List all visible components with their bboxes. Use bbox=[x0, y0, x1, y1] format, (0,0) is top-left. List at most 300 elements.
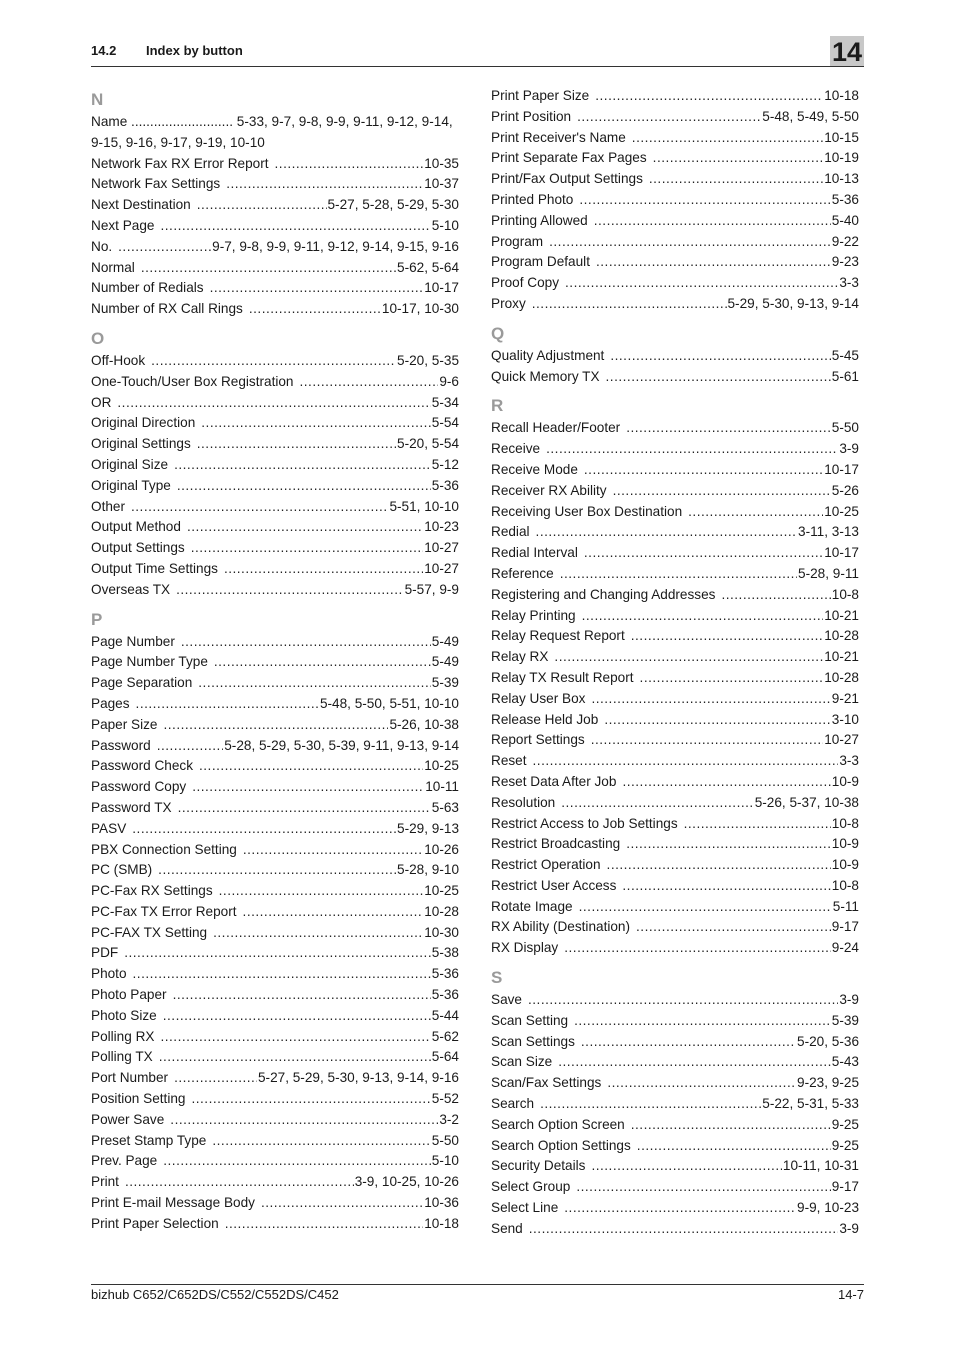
index-page-refs: 5-38 bbox=[431, 945, 459, 961]
index-page-refs: 10-8 bbox=[831, 586, 859, 602]
index-entry bbox=[91, 237, 459, 258]
index-entry bbox=[491, 834, 859, 855]
index-page-refs: 5-28, 9-11 bbox=[798, 565, 859, 581]
index-entry bbox=[491, 647, 859, 668]
leader-dots bbox=[201, 413, 431, 434]
index-page-refs: 10-28 bbox=[824, 669, 859, 685]
index-entry bbox=[491, 148, 859, 169]
index-entry bbox=[491, 1052, 859, 1073]
index-entry bbox=[491, 273, 859, 294]
index-term: Search Option Settings bbox=[491, 1137, 631, 1153]
leader-dots bbox=[540, 1094, 761, 1115]
leader-dots bbox=[626, 834, 831, 855]
index-entry bbox=[91, 943, 459, 964]
index-page-refs: 3-9 bbox=[839, 992, 859, 1008]
index-term: Security Details bbox=[491, 1158, 586, 1174]
index-entry bbox=[91, 278, 459, 299]
leader-dots bbox=[132, 819, 396, 840]
index-entry bbox=[491, 211, 859, 232]
index-page-refs: 10-28 bbox=[424, 903, 459, 919]
leader-dots bbox=[549, 232, 831, 253]
leader-dots bbox=[536, 522, 797, 543]
leader-dots bbox=[594, 211, 831, 232]
index-page-refs: 5-20, 5-36 bbox=[797, 1033, 859, 1049]
leader-dots bbox=[582, 606, 824, 627]
index-term: Print Separate Fax Pages bbox=[491, 150, 647, 166]
leader-dots bbox=[117, 393, 430, 414]
leader-dots bbox=[187, 517, 423, 538]
leader-dots bbox=[174, 1068, 257, 1089]
leader-dots bbox=[653, 148, 824, 169]
index-entry bbox=[91, 923, 459, 944]
leader-dots bbox=[613, 481, 831, 502]
leader-dots bbox=[684, 814, 831, 835]
leader-dots bbox=[178, 798, 431, 819]
index-term: Quick Memory TX bbox=[491, 368, 600, 384]
index-page-refs: 9-17 bbox=[831, 919, 859, 935]
index-entry bbox=[91, 736, 459, 757]
footer-model: bizhub C652/C652DS/C552/C552DS/C452 bbox=[91, 1287, 339, 1302]
leader-dots bbox=[581, 1032, 796, 1053]
index-page-refs: 10-18 bbox=[824, 88, 859, 103]
leader-dots bbox=[577, 107, 761, 128]
index-entry bbox=[491, 1094, 859, 1115]
index-letter-heading: P bbox=[91, 609, 103, 629]
index-entry bbox=[491, 522, 859, 543]
index-entry bbox=[491, 855, 859, 876]
index-term: Relay RX bbox=[491, 649, 549, 665]
index-term: Original Settings bbox=[91, 436, 191, 452]
index-term: Relay TX Result Report bbox=[491, 669, 634, 685]
leader-dots bbox=[532, 294, 727, 315]
index-term: No. bbox=[91, 238, 113, 254]
index-entry bbox=[91, 1172, 459, 1193]
index-term: Scan Settings bbox=[491, 1033, 575, 1049]
index-page-refs: 10-9 bbox=[831, 857, 859, 873]
index-term: Recall Header/Footer bbox=[491, 420, 621, 436]
index-letter-heading: Q bbox=[491, 323, 505, 343]
index-page-refs: 9-22 bbox=[831, 233, 859, 249]
leader-dots bbox=[213, 923, 423, 944]
leader-dots bbox=[529, 1219, 839, 1240]
index-entry bbox=[91, 112, 459, 154]
index-term: Printed Photo bbox=[491, 191, 574, 207]
index-page-refs: 10-30 bbox=[424, 924, 459, 940]
index-page-refs: 10-25 bbox=[424, 758, 459, 774]
leader-dots bbox=[219, 881, 424, 902]
leader-dots bbox=[604, 710, 830, 731]
index-entry bbox=[91, 964, 459, 985]
leader-dots bbox=[640, 668, 824, 689]
leader-dots bbox=[173, 985, 431, 1006]
index-page-refs: 10-18 bbox=[424, 1215, 459, 1231]
index-page-refs: 10-17 bbox=[824, 461, 859, 477]
index-page-refs: 5-62, 5-64 bbox=[397, 259, 459, 275]
index-page-refs: 10-17 bbox=[824, 545, 859, 561]
index-page-refs: 10-15 bbox=[824, 129, 859, 145]
leader-dots bbox=[631, 626, 823, 647]
index-entry bbox=[91, 154, 459, 175]
index-page-refs: 9-17 bbox=[831, 1179, 859, 1195]
index-page-refs: 10-11 bbox=[425, 779, 459, 795]
index-page-refs: 5-52 bbox=[431, 1091, 459, 1107]
index-entry bbox=[91, 258, 459, 279]
index-term: PC-Fax TX Error Report bbox=[91, 903, 237, 919]
index-page-refs: 5-48, 5-49, 5-50 bbox=[762, 108, 859, 124]
index-page-refs: 5-10 bbox=[431, 217, 459, 233]
leader-dots bbox=[118, 237, 211, 258]
index-term: Redial Interval bbox=[491, 545, 578, 561]
index-page-refs: 5-10 bbox=[431, 1153, 459, 1169]
index-term: Registering and Changing Addresses bbox=[491, 586, 716, 602]
index-term: Receive Mode bbox=[491, 461, 578, 477]
index-entry bbox=[491, 585, 859, 606]
leader-dots bbox=[163, 1006, 431, 1027]
index-entry bbox=[491, 710, 859, 731]
index-term: Print bbox=[91, 1174, 119, 1190]
index-entry bbox=[91, 372, 459, 393]
index-entry bbox=[91, 1193, 459, 1214]
index-page-refs: 5-11 bbox=[832, 898, 859, 914]
leader-dots bbox=[124, 943, 431, 964]
index-entry bbox=[91, 195, 459, 216]
index-term: OR bbox=[91, 394, 112, 410]
index-letter-heading: S bbox=[491, 968, 503, 988]
index-term: Program Default bbox=[491, 254, 590, 270]
index-term: Polling TX bbox=[91, 1049, 153, 1065]
index-entry bbox=[91, 538, 459, 559]
index-entry bbox=[91, 434, 459, 455]
leader-dots bbox=[591, 730, 824, 751]
leader-dots bbox=[197, 195, 327, 216]
index-entry bbox=[491, 1073, 859, 1094]
index-entry bbox=[491, 169, 859, 190]
index-entry bbox=[91, 299, 459, 320]
chapter-badge: 14 bbox=[831, 37, 863, 67]
index-entry bbox=[91, 819, 459, 840]
leader-dots bbox=[591, 1156, 781, 1177]
leader-dots bbox=[596, 252, 831, 273]
index-entry bbox=[491, 502, 859, 523]
index-entry bbox=[91, 777, 459, 798]
leader-dots bbox=[558, 1052, 831, 1073]
index-term: Password bbox=[91, 737, 151, 753]
index-term: Page Number Type bbox=[91, 654, 208, 670]
index-page-refs: 5-50 bbox=[831, 420, 859, 436]
index-entry bbox=[491, 1177, 859, 1198]
index-term: PC-Fax RX Settings bbox=[91, 883, 213, 899]
index-page-refs: 10-9 bbox=[831, 773, 859, 789]
leader-dots bbox=[226, 174, 423, 195]
leader-dots bbox=[607, 1073, 796, 1094]
index-page-refs: 3-9 bbox=[839, 441, 859, 457]
index-term: Reference bbox=[491, 565, 554, 581]
index-entry bbox=[491, 232, 859, 253]
index-term: Reset Data After Job bbox=[491, 773, 617, 789]
index-term: Overseas TX bbox=[91, 581, 171, 597]
index-entry bbox=[491, 460, 859, 481]
index-page-refs: 5-43 bbox=[831, 1054, 859, 1070]
index-term: Proof Copy bbox=[491, 275, 560, 291]
leader-dots bbox=[210, 278, 424, 299]
index-page-refs: 5-26, 5-37, 10-38 bbox=[754, 794, 859, 810]
index-entry bbox=[491, 793, 859, 814]
leader-dots bbox=[576, 1177, 830, 1198]
leader-dots bbox=[191, 1089, 430, 1110]
index-page-refs: 10-17 bbox=[424, 280, 459, 296]
index-page-refs: 9-24 bbox=[831, 940, 859, 956]
index-entry bbox=[91, 216, 459, 237]
index-term: RX Ability (Destination) bbox=[491, 919, 631, 935]
index-entry bbox=[91, 632, 459, 653]
index-entry bbox=[91, 174, 459, 195]
index-entry bbox=[491, 751, 859, 772]
index-entry bbox=[91, 1089, 459, 1110]
index-entry bbox=[91, 1006, 459, 1027]
index-entry bbox=[491, 564, 859, 585]
index-entry bbox=[491, 606, 859, 627]
index-entry bbox=[491, 1219, 859, 1240]
index-entry bbox=[491, 938, 859, 959]
index-term: Password Copy bbox=[91, 779, 187, 795]
index-entry bbox=[91, 715, 459, 736]
leader-dots bbox=[174, 455, 431, 476]
leader-dots bbox=[565, 273, 838, 294]
index-term: Photo Paper bbox=[91, 987, 167, 1003]
leader-dots bbox=[198, 673, 431, 694]
index-page-refs: 5-62 bbox=[431, 1028, 459, 1044]
index-page-refs: 5-54 bbox=[431, 415, 459, 431]
index-page-refs: 5-22, 5-31, 5-33 bbox=[762, 1096, 859, 1112]
leader-dots bbox=[181, 632, 431, 653]
leader-dots bbox=[151, 351, 396, 372]
index-term: Polling RX bbox=[91, 1028, 155, 1044]
index-entry bbox=[491, 917, 859, 938]
index-term: Send bbox=[491, 1220, 523, 1236]
index-term: Proxy bbox=[491, 295, 526, 311]
index-entry bbox=[491, 252, 859, 273]
index-term: Number of Redials bbox=[91, 280, 204, 296]
leader-dots bbox=[136, 694, 319, 715]
index-page-refs: 5-40 bbox=[831, 212, 859, 228]
index-entry bbox=[491, 1136, 859, 1157]
leader-dots bbox=[133, 964, 431, 985]
index-page-refs: 10-37 bbox=[424, 176, 459, 192]
index-term: Number of RX Call Rings bbox=[91, 301, 243, 317]
index-entry bbox=[491, 346, 859, 367]
index-term: Output Method bbox=[91, 519, 181, 535]
index-page-refs: 9-21 bbox=[831, 690, 859, 706]
index-entry bbox=[91, 497, 459, 518]
leader-dots bbox=[224, 559, 423, 580]
index-entry bbox=[91, 1131, 459, 1152]
index-page-refs: 9-9, 10-23 bbox=[797, 1200, 859, 1216]
index-term: Search bbox=[491, 1096, 535, 1112]
leader-dots bbox=[626, 418, 831, 439]
index-term: Other bbox=[91, 498, 125, 514]
index-term: Relay Request Report bbox=[491, 628, 625, 644]
index-page-refs: 10-35 bbox=[424, 155, 459, 171]
index-page-refs: 5-50 bbox=[431, 1132, 459, 1148]
index-page-refs: 5-63 bbox=[431, 799, 459, 815]
index-term: Print/Fax Output Settings bbox=[491, 171, 643, 187]
index-term: Output Time Settings bbox=[91, 560, 218, 576]
leader-dots bbox=[159, 1047, 431, 1068]
leader-dots bbox=[199, 756, 423, 777]
index-page-refs: 5-48, 5-50, 5-51, 10-10 bbox=[319, 695, 459, 711]
index-term: Password Check bbox=[91, 758, 193, 774]
leader-dots bbox=[574, 1011, 831, 1032]
index-term: PC-FAX TX Setting bbox=[91, 924, 208, 940]
index-term: Scan Setting bbox=[491, 1012, 569, 1028]
index-term: Photo bbox=[91, 966, 127, 982]
index-page-refs: 10-27 bbox=[424, 560, 459, 576]
index-page-refs: 10-25 bbox=[824, 503, 859, 519]
index-page-refs: 5-26 bbox=[831, 482, 859, 498]
index-term: Resolution bbox=[491, 794, 556, 810]
leader-dots bbox=[631, 1115, 831, 1136]
index-entry bbox=[91, 756, 459, 777]
leader-dots bbox=[261, 1193, 423, 1214]
leader-dots bbox=[243, 840, 423, 861]
leader-dots bbox=[591, 689, 830, 710]
index-column-right bbox=[491, 86, 859, 1240]
index-term: Restrict Broadcasting bbox=[491, 836, 621, 852]
index-entry bbox=[491, 772, 859, 793]
index-letter-heading: N bbox=[91, 90, 104, 109]
index-entry bbox=[91, 652, 459, 673]
index-page-refs: 5-26, 10-38 bbox=[389, 716, 459, 732]
leader-dots bbox=[163, 1151, 431, 1172]
index-term: Receive bbox=[491, 441, 541, 457]
leader-dots bbox=[554, 647, 823, 668]
index-term: Original Direction bbox=[91, 415, 196, 431]
index-entry bbox=[491, 814, 859, 835]
leader-dots bbox=[584, 543, 823, 564]
index-entry bbox=[491, 107, 859, 128]
index-entry bbox=[491, 897, 859, 918]
index-entry bbox=[91, 1110, 459, 1131]
index-term: Preset Stamp Type bbox=[91, 1132, 207, 1148]
index-entry bbox=[491, 689, 859, 710]
leader-dots bbox=[579, 190, 830, 211]
index-term: Next Page bbox=[91, 217, 155, 233]
index-entry bbox=[91, 860, 459, 881]
leader-dots bbox=[528, 990, 838, 1011]
leader-dots bbox=[160, 1027, 430, 1048]
leader-dots bbox=[243, 902, 424, 923]
leader-dots bbox=[158, 860, 396, 881]
index-page-refs: 10-21 bbox=[824, 607, 859, 623]
index-entry bbox=[91, 985, 459, 1006]
leader-dots bbox=[546, 439, 838, 460]
index-page-refs: 10-8 bbox=[831, 815, 859, 831]
leader-dots bbox=[637, 1136, 831, 1157]
index-page-refs: 5-36 bbox=[831, 191, 859, 207]
index-term: Photo Size bbox=[91, 1007, 157, 1023]
index-term: Next Destination bbox=[91, 197, 191, 213]
index-term: Output Settings bbox=[91, 540, 185, 556]
index-entry bbox=[91, 673, 459, 694]
leader-dots bbox=[160, 216, 430, 237]
index-entry bbox=[491, 367, 859, 388]
index-page-refs: 10-21 bbox=[824, 649, 859, 665]
leader-dots bbox=[225, 1214, 424, 1235]
index-term: Print E-mail Message Body bbox=[91, 1195, 255, 1211]
index-page-refs: 9-23, 9-25 bbox=[797, 1075, 859, 1091]
index-term: Pages bbox=[91, 695, 130, 711]
index-page-refs: 5-28, 9-10 bbox=[397, 862, 459, 878]
index-page-refs: 10-8 bbox=[831, 877, 859, 893]
index-term: Power Save bbox=[91, 1111, 165, 1127]
index-page-refs: 3-9 bbox=[839, 1220, 859, 1236]
index-entry bbox=[91, 351, 459, 372]
leader-dots bbox=[192, 777, 424, 798]
leader-dots bbox=[564, 938, 831, 959]
index-term: PASV bbox=[91, 820, 127, 836]
index-term: Scan/Fax Settings bbox=[491, 1075, 602, 1091]
index-page-refs: 5-20, 5-54 bbox=[397, 436, 459, 452]
index-entry bbox=[491, 190, 859, 211]
index-page-refs: 5-36 bbox=[431, 477, 459, 493]
index-page-refs: 5-28, 5-29, 5-30, 5-39, 9-11, 9-13, 9-14 bbox=[224, 737, 459, 753]
leader-dots bbox=[533, 751, 839, 772]
index-page-refs: 5-45 bbox=[831, 347, 859, 363]
index-page-refs: 9-25 bbox=[831, 1137, 859, 1153]
index-term: Paper Size bbox=[91, 716, 158, 732]
index-entry bbox=[491, 294, 859, 315]
leader-dots bbox=[560, 564, 797, 585]
index-page-refs: 5-34 bbox=[431, 394, 459, 410]
index-term: Original Size bbox=[91, 456, 169, 472]
index-page-refs: 5-57, 9-9 bbox=[404, 581, 459, 597]
leader-dots bbox=[164, 715, 389, 736]
index-term: Print Receiver's Name bbox=[491, 129, 626, 145]
index-entry bbox=[491, 1156, 859, 1177]
index-entry bbox=[91, 694, 459, 715]
index-page-refs: 10-25 bbox=[424, 883, 459, 899]
index-entry bbox=[491, 990, 859, 1011]
index-term: Report Settings bbox=[491, 732, 585, 748]
index-page-refs: 9-23 bbox=[831, 254, 859, 270]
leader-dots bbox=[579, 897, 832, 918]
index-entry bbox=[491, 1198, 859, 1219]
leader-dots bbox=[688, 502, 823, 523]
index-page-refs: 10-11, 10-31 bbox=[782, 1158, 859, 1174]
leader-dots bbox=[157, 736, 224, 757]
footer-page-number: 14-7 bbox=[837, 1287, 864, 1302]
leader-dots bbox=[636, 917, 831, 938]
index-page-refs: 3-2 bbox=[439, 1111, 459, 1127]
index-term: Page Number bbox=[91, 633, 175, 649]
index-page-refs: 3-3 bbox=[839, 753, 859, 769]
index-page-refs: 10-17, 10-30 bbox=[381, 301, 459, 317]
index-entry bbox=[491, 86, 859, 107]
index-page-refs: 3-3 bbox=[839, 275, 859, 291]
index-page-refs: 9-6 bbox=[439, 373, 459, 389]
index-term: Name bbox=[91, 114, 128, 129]
leader-dots bbox=[584, 460, 823, 481]
index-page-refs: 5-33, 9-7, 9-8, 9-9, 9-11, 9-12, 9-14, 9-15, 9-16, 9-17, 9-19, 10-10 bbox=[91, 114, 453, 150]
index-entry bbox=[491, 668, 859, 689]
leader-dots bbox=[622, 772, 830, 793]
index-page-refs: 5-29, 5-30, 9-13, 9-14 bbox=[727, 295, 859, 311]
index-page-refs: 5-39 bbox=[431, 675, 459, 691]
index-term: Select Group bbox=[491, 1179, 571, 1195]
leader-dots bbox=[595, 86, 823, 107]
index-page-refs: 3-9, 10-25, 10-26 bbox=[354, 1174, 459, 1190]
index-term: Program bbox=[491, 233, 544, 249]
